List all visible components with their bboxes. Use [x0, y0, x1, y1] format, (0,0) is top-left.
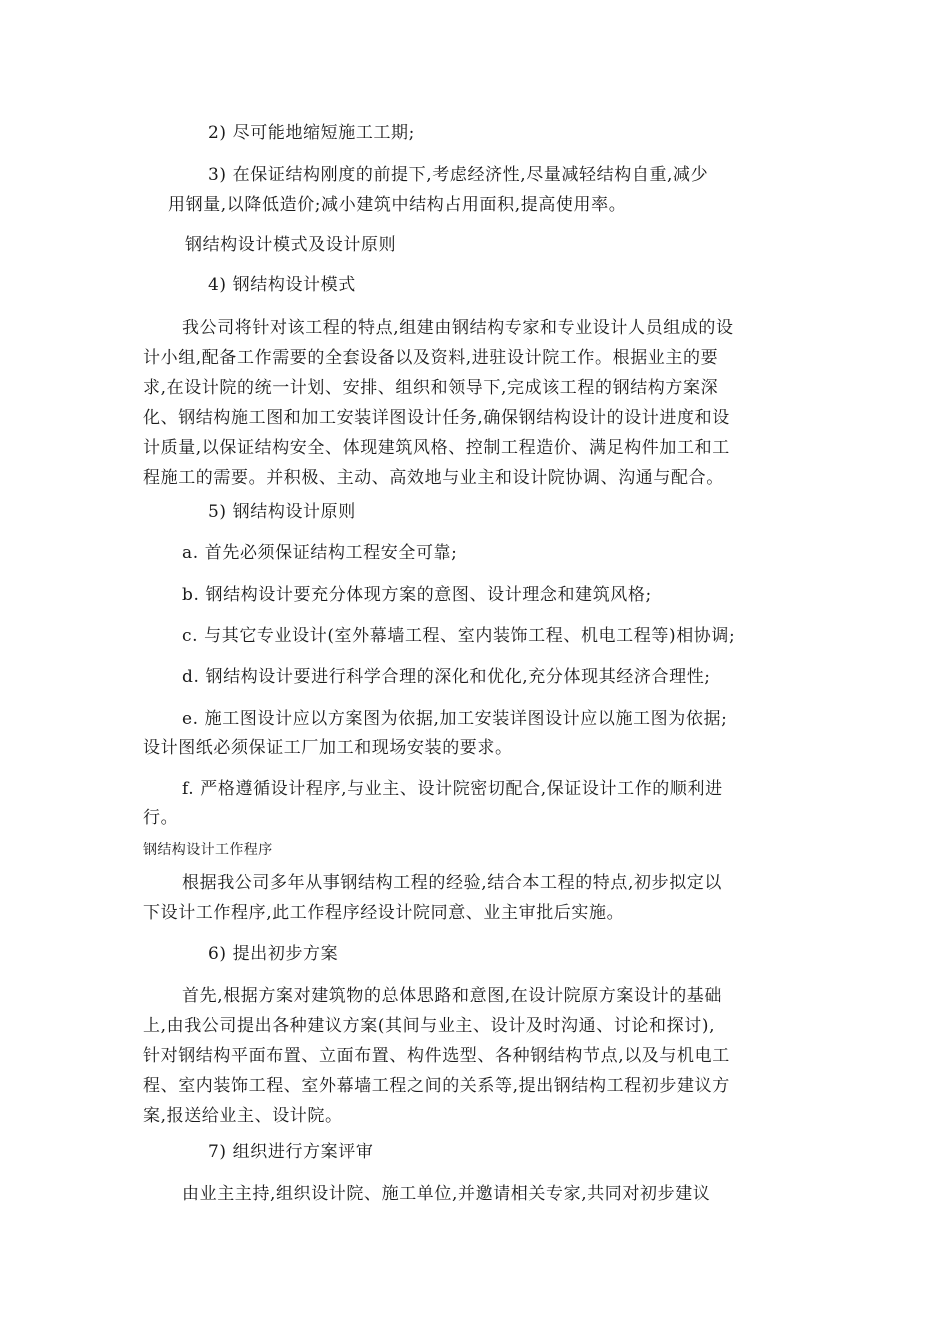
list-item-e-line-2: 设计图纸必须保证工厂加工和现场安装的要求。 [143, 738, 513, 758]
list-item-d: d. 钢结构设计要进行科学合理的深化和优化,充分体现其经济合理性; [182, 667, 711, 687]
body-line: 根据我公司多年从事钢结构工程的经验,结合本工程的特点,初步拟定以 [182, 873, 723, 893]
body-line: 我公司将针对该工程的特点,组建由钢结构专家和专业设计人员组成的设 [182, 318, 734, 338]
body-line: 计质量,以保证结构安全、体现建筑风格、控制工程造价、满足构件加工和工 [143, 438, 730, 458]
list-item-7: 7) 组织进行方案评审 [208, 1142, 374, 1162]
section-heading-design-mode: 钢结构设计模式及设计原则 [185, 235, 397, 255]
list-item-a: a. 首先必须保证结构工程安全可靠; [182, 543, 458, 563]
list-item-3-line-1: 3) 在保证结构刚度的前提下,考虑经济性,尽量减轻结构自重,减少 [208, 165, 709, 185]
body-line: 程、室内装饰工程、室外幕墙工程之间的关系等,提出钢结构工程初步建议方 [143, 1076, 730, 1096]
body-line: 针对钢结构平面布置、立面布置、构件选型、各种钢结构节点,以及与机电工 [143, 1046, 730, 1066]
list-item-6: 6) 提出初步方案 [208, 944, 339, 964]
body-line: 下设计工作程序,此工作程序经设计院同意、业主审批后实施。 [143, 903, 625, 923]
list-item-f-line-1: f. 严格遵循设计程序,与业主、设计院密切配合,保证设计工作的顺利进 [182, 779, 723, 799]
list-item-3-line-2: 用钢量,以降低造价;减小建筑中结构占用面积,提高使用率。 [168, 195, 627, 215]
list-item-f-line-2: 行。 [143, 808, 179, 828]
list-item-e-line-1: e. 施工图设计应以方案图为依据,加工安装详图设计应以施工图为依据; [182, 709, 728, 729]
list-item-4: 4) 钢结构设计模式 [208, 275, 356, 295]
list-item-2: 2) 尽可能地缩短施工工期; [208, 123, 415, 143]
body-line: 求,在设计院的统一计划、安排、组织和领导下,完成该工程的钢结构方案深 [143, 378, 719, 398]
section-heading-work-procedure: 钢结构设计工作程序 [143, 842, 273, 858]
list-item-b: b. 钢结构设计要充分体现方案的意图、设计理念和建筑风格; [182, 585, 652, 605]
body-line: 上,由我公司提出各种建议方案(其间与业主、设计及时沟通、讨论和探讨), [143, 1016, 716, 1036]
list-item-c: c. 与其它专业设计(室外幕墙工程、室内装饰工程、机电工程等)相协调; [182, 626, 736, 646]
body-line: 案,报送给业主、设计院。 [143, 1106, 343, 1126]
body-line: 由业主主持,组织设计院、施工单位,并邀请相关专家,共同对初步建议 [182, 1184, 711, 1204]
list-item-5: 5) 钢结构设计原则 [208, 502, 356, 522]
body-line: 化、钢结构施工图和加工安装详图设计任务,确保钢结构设计的设计进度和设 [143, 408, 730, 428]
body-line: 计小组,配备工作需要的全套设备以及资料,进驻设计院工作。根据业主的要 [143, 348, 719, 368]
body-line: 程施工的需要。并积极、主动、高效地与业主和设计院协调、沟通与配合。 [143, 468, 724, 488]
body-line: 首先,根据方案对建筑物的总体思路和意图,在设计院原方案设计的基础 [182, 986, 723, 1006]
